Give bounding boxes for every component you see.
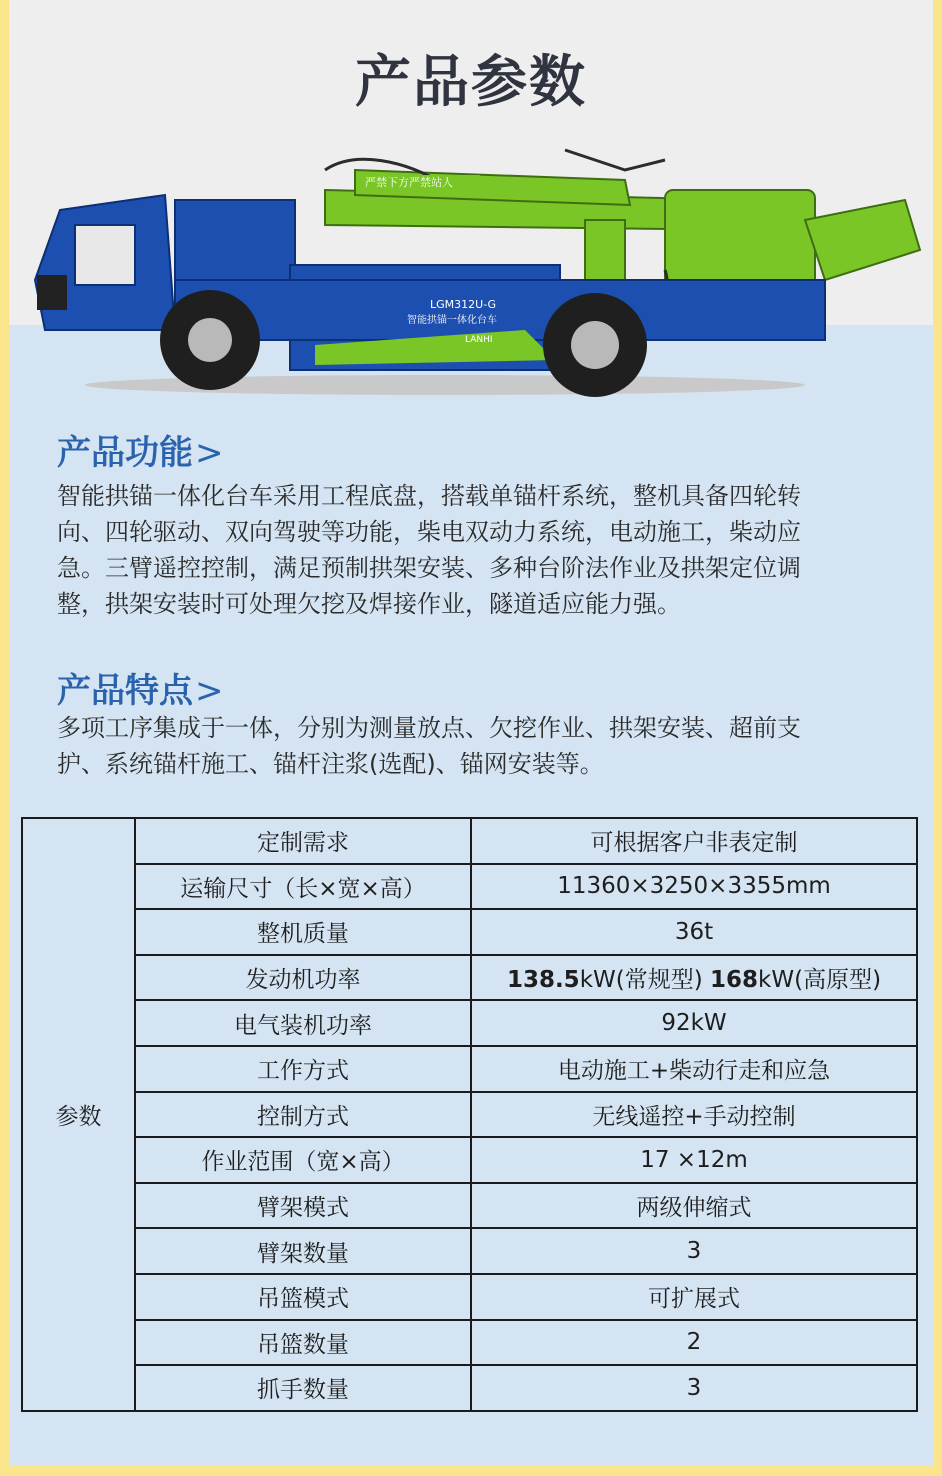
page-title: 产品参数 — [355, 50, 587, 115]
wheel-rear — [543, 293, 647, 397]
spec-key: 臂架数量 — [135, 1228, 471, 1274]
spec-key: 电气装机功率 — [135, 1000, 471, 1046]
boom-warning-text: 严禁下方严禁站人 — [365, 176, 453, 189]
product-truck-image — [25, 130, 925, 400]
spec-value: 3 — [471, 1365, 917, 1411]
spec-key: 控制方式 — [135, 1092, 471, 1138]
spec-value: 无线遥控+手动控制 — [471, 1092, 917, 1138]
spec-value: 36t — [471, 909, 917, 955]
feature-description: 多项工序集成于一体，分别为测量放点、欠挖作业、拱架安装、超前支 护、系统锚杆施工、锚杆注浆(选配)、锚网安装等。 — [57, 714, 801, 778]
table-row — [22, 1046, 917, 1092]
spec-key: 发动机功率 — [135, 955, 471, 1001]
function-description: 智能拱锚一体化台车采用工程底盘，搭载单锚杆系统，整机具备四轮转 向、四轮驱动、双向驾驶等功能，柴电双动力系统，电动施工，柴动应 急。三臂遥控控制，满足预制拱架安装、多种台阶法作业及拱架定位调 整，拱架安装时可处理欠挖及焊接作业，隧道适应能力强。 — [57, 482, 801, 618]
spec-value: 可根据客户非表定制 — [471, 818, 917, 864]
table-row — [22, 1228, 917, 1274]
spec-value: 138.5kW(常规型) 168kW(高原型) — [471, 955, 917, 1001]
table-row — [22, 955, 917, 1001]
model-label: LGM312U-G — [430, 298, 497, 311]
spec-value: 17 ×12m — [471, 1137, 917, 1183]
spec-key: 作业范围（宽×高） — [135, 1137, 471, 1183]
spec-key: 臂架模式 — [135, 1183, 471, 1229]
feature-section-title: 产品特点> — [57, 671, 224, 711]
spec-key: 抓手数量 — [135, 1365, 471, 1411]
spec-value: 电动施工+柴动行走和应急 — [471, 1046, 917, 1092]
front-grille — [37, 275, 67, 310]
table-row — [22, 909, 917, 955]
table-row — [22, 864, 917, 910]
spec-key: 吊篮模式 — [135, 1274, 471, 1320]
spec-value: 可扩展式 — [471, 1274, 917, 1320]
group-label: 参数 — [22, 818, 135, 1411]
spec-value: 92kW — [471, 1000, 917, 1046]
wheel-front — [160, 290, 260, 390]
table-row — [22, 1320, 917, 1366]
spec-key: 吊篮数量 — [135, 1320, 471, 1366]
spec-key: 运输尺寸（长×宽×高） — [135, 864, 471, 910]
spec-key: 工作方式 — [135, 1046, 471, 1092]
spec-value: 2 — [471, 1320, 917, 1366]
table-row — [22, 1137, 917, 1183]
spec-value: 两级伸缩式 — [471, 1183, 917, 1229]
brand-label: LANHI — [465, 335, 493, 345]
table-row — [22, 1365, 917, 1411]
table-row — [22, 1000, 917, 1046]
spec-value: 11360×3250×3355mm — [471, 864, 917, 910]
spec-key: 整机质量 — [135, 909, 471, 955]
product-name-label: 智能拱锚一体化台车 — [407, 315, 497, 326]
function-section-title: 产品功能> — [57, 433, 224, 473]
spec-table — [21, 817, 918, 1412]
table-row — [22, 818, 917, 864]
table-row — [22, 1092, 917, 1138]
table-row — [22, 1274, 917, 1320]
spec-value: 3 — [471, 1228, 917, 1274]
cab-window — [75, 225, 135, 285]
spec-key: 定制需求 — [135, 818, 471, 864]
table-row — [22, 1183, 917, 1229]
